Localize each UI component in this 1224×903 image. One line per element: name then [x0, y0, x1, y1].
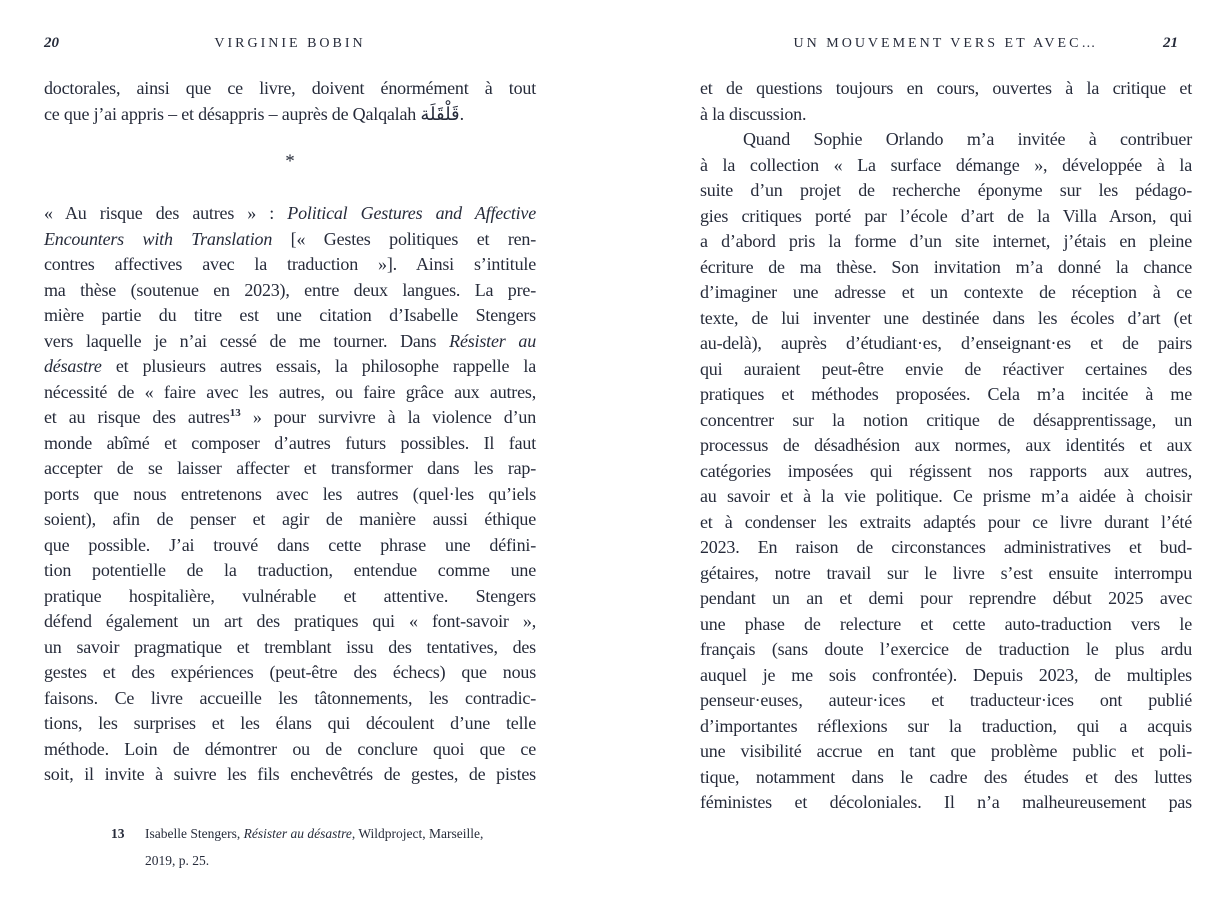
body-line: gétaires, notre travail sur le livre s’est ensuite interrompu: [700, 562, 1192, 583]
body-line: soient), afin de penser et agir de manière aussi éthique: [44, 509, 536, 529]
body-line: mière partie du titre est une citation d’Isabelle Stengers: [44, 305, 536, 325]
right-paragraph-2: [700, 127, 1192, 816]
body-line: concentrer sur la notion critique de désapprentissage, un: [700, 409, 1192, 430]
body-line: un savoir pragmatique et tremblant issu des tentatives, des: [44, 636, 536, 657]
body-line: écriture de ma thèse. Son invitation m’a donné la chance: [700, 256, 1192, 277]
body-line: que possible. J’ai trouvé dans cette phrase une défini-: [44, 534, 536, 555]
body-line: accepter de se laisser affecter et transformer dans les rap-: [44, 458, 536, 478]
right-paragraph-1: [700, 76, 1192, 127]
body-line: une visibilité accrue en tant que problème public et poli-: [700, 741, 1192, 761]
body-line: et à condenser les extraits adaptés pour ce livre durant l’été: [700, 511, 1192, 532]
body-line: penseur·euses, auteur·ices et traducteur·ices ont publié: [700, 690, 1192, 710]
footnote-line: Isabelle Stengers, Résister au désastre, Wildproject, Marseille,: [145, 826, 484, 841]
footnote-number: 13: [111, 826, 125, 841]
left-header-row: [44, 36, 536, 56]
left-paragraph-1: [44, 76, 536, 127]
body-line: à la discussion.: [700, 103, 807, 124]
body-line: contres affectives avec la traduction »]. Ainsi s’intitule: [44, 254, 536, 274]
body-line: tion potentielle de la traduction, entendue comme une: [44, 560, 536, 580]
body-line: gies critiques porté par l’école d’art de la Villa Arson, qui: [700, 205, 1192, 226]
body-line: et de questions toujours en cours, ouvertes à la critique et: [700, 78, 1192, 98]
page-number-right: 21: [1163, 35, 1178, 51]
body-line: soit, il invite à suivre les fils enchevêtrés de gestes, de pistes: [44, 764, 536, 784]
body-line: Encounters with Translation [« Gestes politiques et ren-: [44, 228, 537, 249]
body-line: catégories imposées qui régissent nos rapports aux autres,: [700, 460, 1192, 481]
right-header-row: [700, 36, 1192, 56]
body-line: vers laquelle je n’ai cessé de me tourner. Dans Résister au: [44, 330, 536, 351]
footnote-line: 2019, p. 25.: [145, 853, 210, 868]
left-paragraph-2: [44, 201, 536, 788]
body-line: ce que j’ai appris – et désappris – auprès de Qalqalah قَلْقَلَة.: [44, 103, 465, 124]
body-line: doctorales, ainsi que ce livre, doivent énormément à tout: [44, 78, 536, 98]
running-header-right: UN MOUVEMENT VERS ET AVEC…: [793, 36, 1099, 51]
body-line: au-delà), auprès d’étudiant·es, d’enseignant·es et de pairs: [700, 333, 1192, 353]
body-line: auquel je me sois confrontée). Depuis 2023, de multiples: [700, 664, 1192, 685]
body-line: d’importantes réflexions sur la traduction, qui a acquis: [700, 715, 1192, 736]
section-separator-asterisk: *: [285, 151, 295, 172]
body-line: méthode. Loin de démontrer ou de conclure quoi que ce: [44, 738, 536, 759]
body-line: « Au risque des autres » : Political Gestures and Affective: [44, 203, 537, 223]
footnote: [111, 820, 535, 874]
body-line: pratiques et méthodes proposées. Cela m’a incitée à me: [700, 384, 1192, 404]
body-line: qui auraient peut-être envie de réactiver certaines des: [700, 358, 1192, 379]
body-line: Quand Sophie Orlando m’a invitée à contribuer: [743, 129, 1192, 149]
body-line: au savoir et à la vie politique. Ce prisme m’a aidée à choisir: [700, 486, 1192, 506]
body-line: désastre et plusieurs autres essais, la philosophe rappelle la: [44, 356, 536, 376]
body-line: d’imaginer une adresse et un contexte de réception à ce: [700, 282, 1192, 302]
body-line: 2023. En raison de circonstances administratives et bud-: [700, 537, 1192, 557]
body-line: gestes et des expériences (peut-être des échecs) que nous: [44, 662, 536, 682]
body-line: faisons. Ce livre accueille les tâtonnements, les contradic-: [44, 687, 536, 708]
body-line: a d’abord pris la forme d’un site internet, j’étais en pleine: [700, 231, 1192, 251]
body-line: suite d’un projet de recherche éponyme sur les pédago-: [700, 180, 1192, 200]
body-line: à la collection « La surface démange », développée à la: [700, 154, 1192, 175]
page-number-left: 20: [44, 35, 59, 51]
body-line: français (sans doute l’exercice de traduction le plus ardu: [700, 639, 1192, 659]
body-line: et au risque des autres$^{13}$ » pour survivre à la violence d’un: [44, 407, 537, 427]
body-line: féministes et décoloniales. Il n’a malheureusement pas: [700, 792, 1192, 812]
footnote-text: [111, 820, 535, 874]
body-line: texte, de lui inventer une destinée dans les écoles d’art (et: [700, 307, 1192, 328]
body-line: monde abîmé et composer d’autres futurs possibles. Il faut: [44, 432, 536, 453]
body-line: tions, les surprises et les élans qui découlent d’une telle: [44, 713, 536, 733]
left-page: [44, 0, 536, 903]
body-line: pendant un an et demi pour reprendre début 2025 avec: [700, 588, 1192, 608]
body-line: tique, notamment dans le cadre des études et des luttes: [700, 766, 1192, 787]
body-line: ma thèse (soutenue en 2023), entre deux langues. La pre-: [44, 279, 536, 300]
running-header-left: VIRGINIE BOBIN: [214, 36, 366, 51]
body-line: défend également un art des pratiques qui « font-savoir »,: [44, 611, 536, 631]
body-line: processus de désadhésion aux normes, aux identités et aux: [700, 435, 1192, 455]
body-line: une phase de relecture et cette auto-traduction vers le: [700, 613, 1192, 634]
body-line: nécessité de « faire avec les autres, ou faire grâce aux autres,: [44, 381, 536, 402]
body-line: pratique hospitalière, vulnérable et attentive. Stengers: [44, 585, 536, 606]
body-line: ports que nous entretenons avec les autres (quel·les qu’iels: [44, 483, 536, 504]
right-page: [700, 0, 1192, 903]
